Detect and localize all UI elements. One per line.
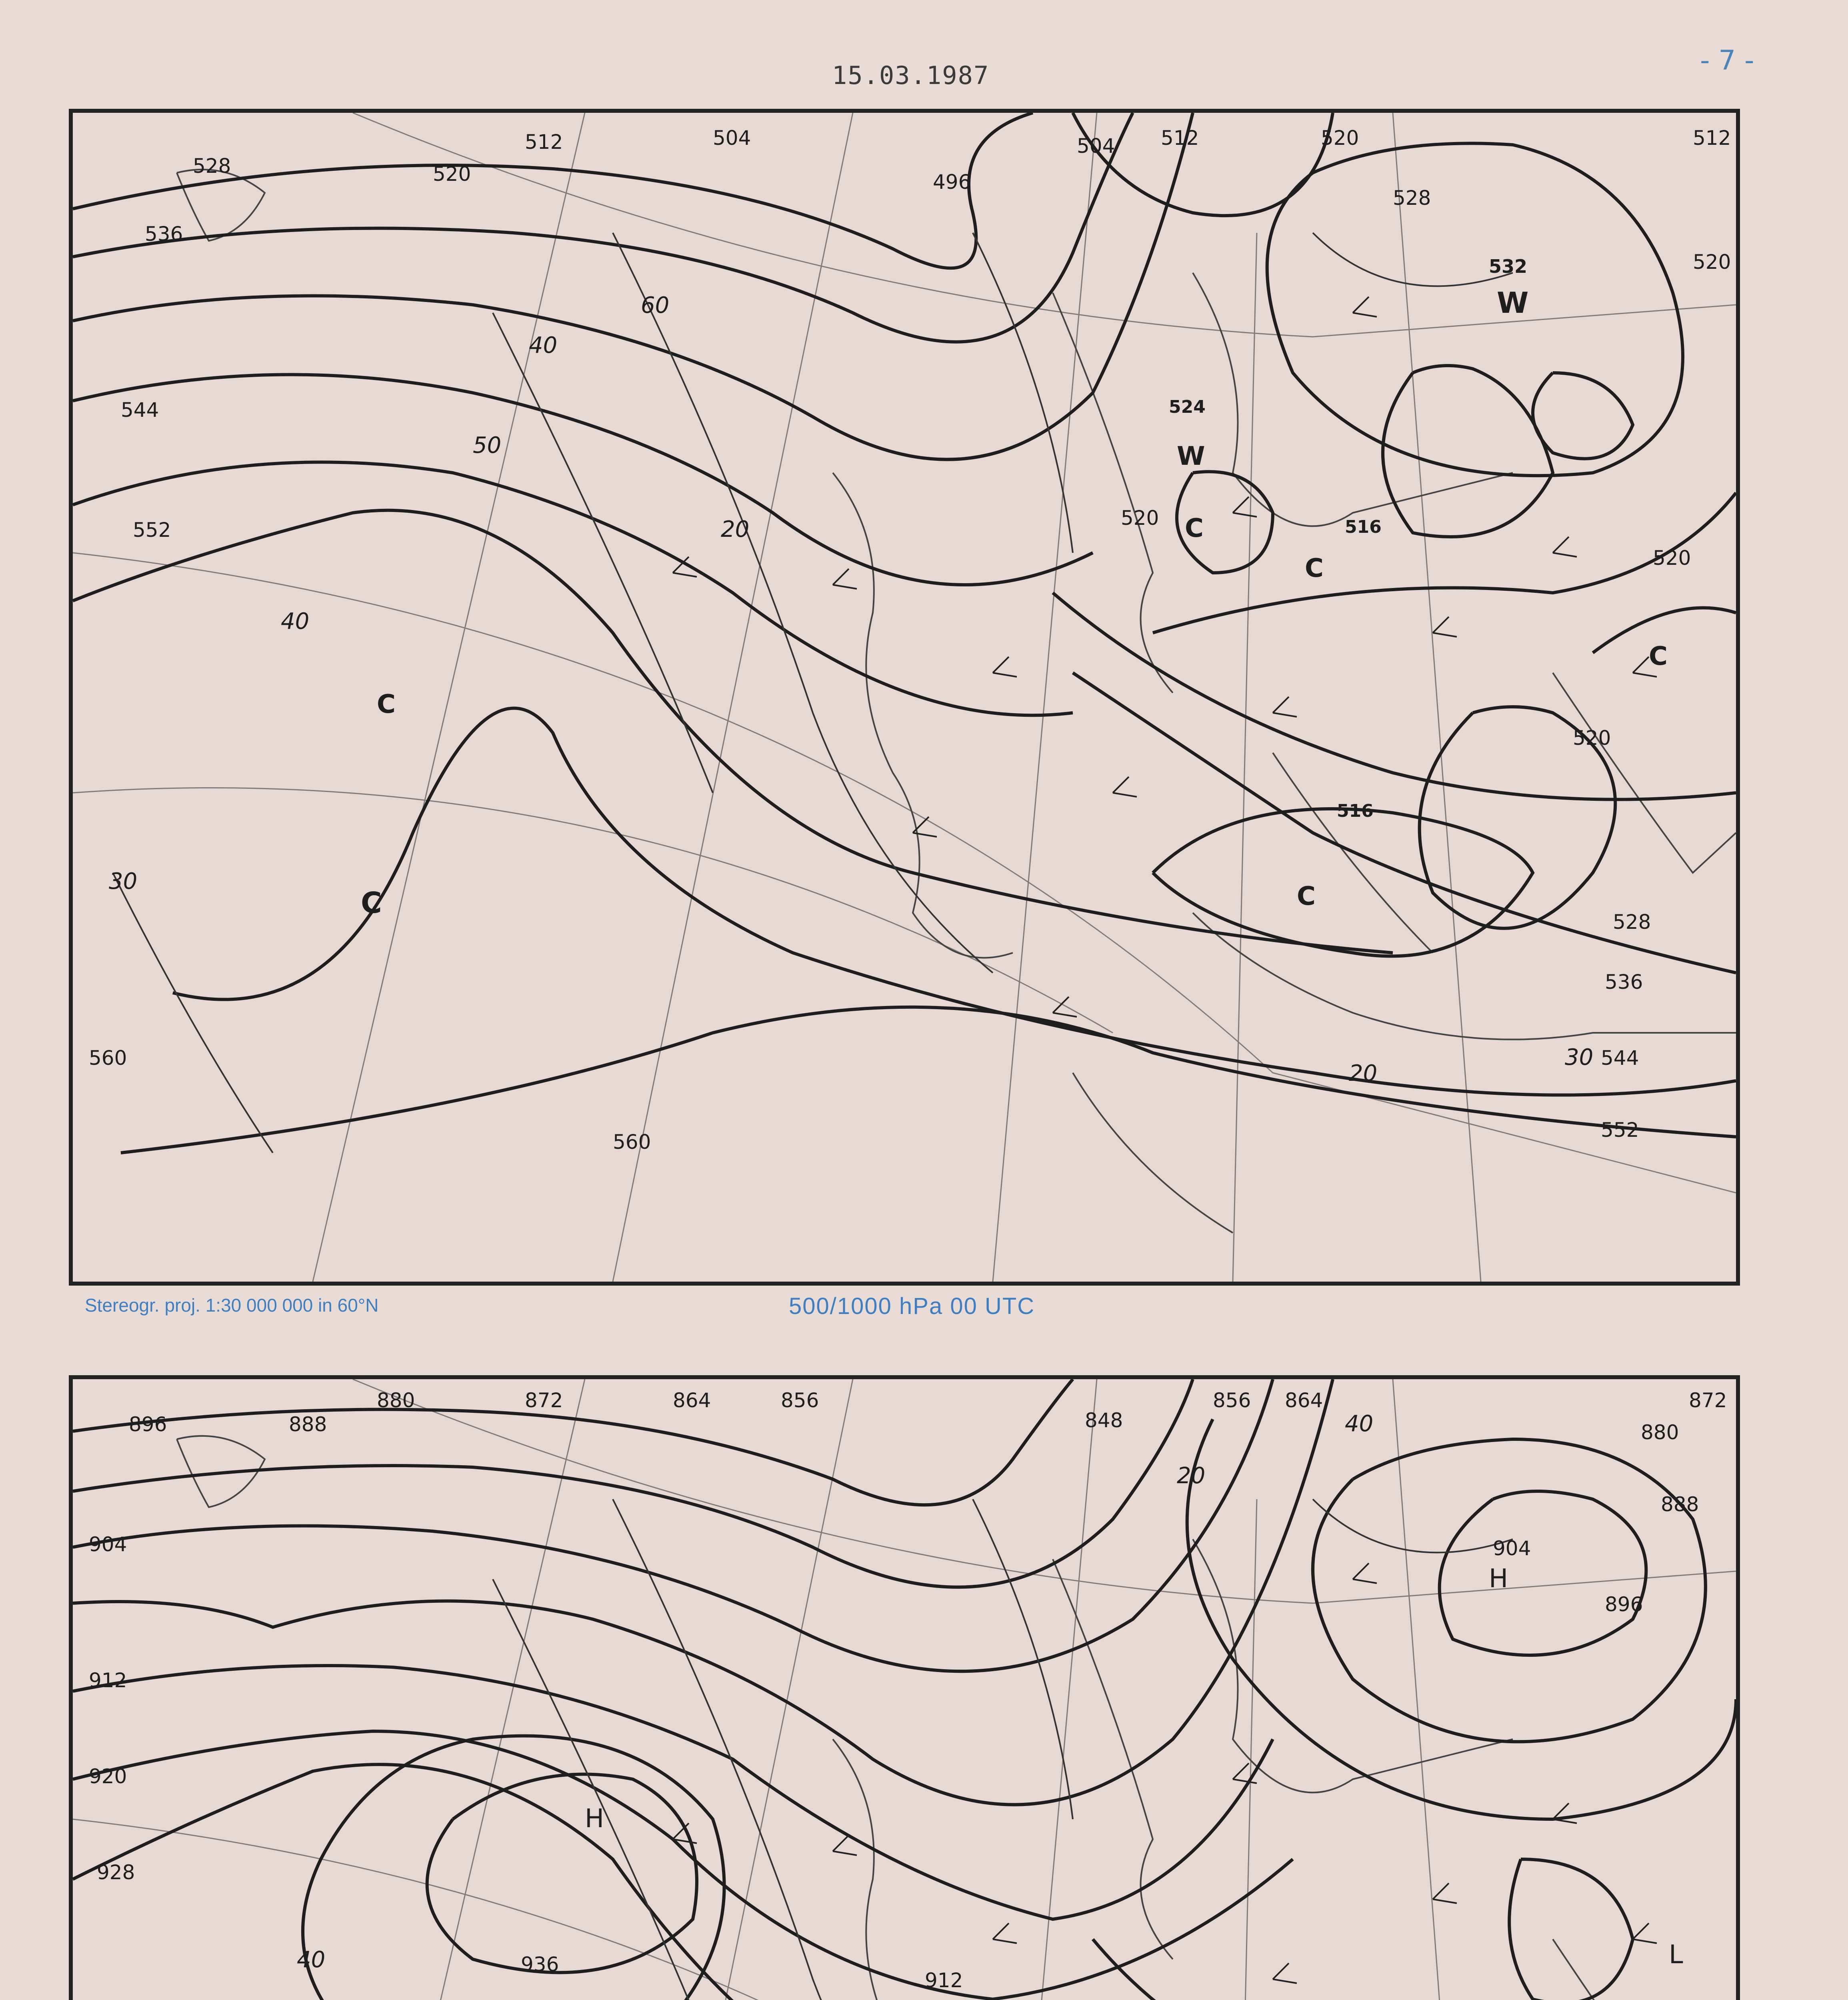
contour-label: 856 xyxy=(1213,1389,1251,1412)
contour-label: 528 xyxy=(1613,910,1651,934)
center-value: 532 xyxy=(1489,256,1528,277)
contour-label: 856 xyxy=(781,1389,819,1412)
coastlines xyxy=(177,1436,1736,2000)
page-date: 15.03.1987 xyxy=(832,61,990,90)
contour-label: 920 xyxy=(89,1765,127,1788)
thickness-label: 40 xyxy=(297,1947,326,1973)
contour-label: 904 xyxy=(89,1533,127,1556)
contour-label: 872 xyxy=(1689,1389,1727,1412)
contour-label: 520 xyxy=(1321,126,1359,150)
map-300-canvas xyxy=(73,1379,1736,2000)
contour-label: 528 xyxy=(193,154,231,178)
height-contours xyxy=(73,113,1736,1153)
high-center-h: H xyxy=(585,1804,604,1834)
height-contours xyxy=(73,1379,1736,2000)
warm-center-w: W xyxy=(1177,442,1205,471)
pressure-centers xyxy=(417,1564,1683,2000)
contour-label: 872 xyxy=(525,1389,563,1412)
thickness-label: 60 xyxy=(641,292,670,318)
thickness-label: 20 xyxy=(1177,1463,1206,1489)
center-value: 516 xyxy=(1345,517,1382,537)
high-center-h: H xyxy=(1489,1564,1508,1594)
contour-label: 880 xyxy=(377,1389,415,1412)
thickness-labels xyxy=(109,1411,1597,2000)
coastlines xyxy=(177,170,1736,1233)
cold-center-c: C xyxy=(1305,554,1324,583)
contour-label: 552 xyxy=(1601,1118,1639,1142)
contour-label: 536 xyxy=(145,222,183,246)
thickness-label: 20 xyxy=(1349,1060,1378,1086)
graticule xyxy=(73,113,1736,1282)
contour-label: 512 xyxy=(525,130,563,154)
contour-label: 528 xyxy=(1393,186,1431,210)
thickness-label: 20 xyxy=(721,516,750,542)
center-value: 524 xyxy=(1169,397,1206,417)
contour-label: 888 xyxy=(289,1413,327,1436)
cold-center-c: C xyxy=(1297,882,1316,911)
contour-label: 896 xyxy=(1605,1593,1643,1616)
contour-label: 848 xyxy=(1085,1409,1123,1432)
map-500-canvas xyxy=(73,113,1736,1282)
contour-label: 536 xyxy=(1605,970,1643,994)
contour-label: 496 xyxy=(933,170,971,194)
contour-label: 504 xyxy=(713,126,751,150)
thickness-label: 30 xyxy=(109,868,138,894)
cold-center-c: C xyxy=(377,690,396,719)
contour-label: 864 xyxy=(673,1389,711,1412)
contour-label: 880 xyxy=(1641,1421,1679,1444)
low-center-l: L xyxy=(1669,1940,1683,1970)
contour-label: 912 xyxy=(925,1969,963,1992)
contour-label: 864 xyxy=(1285,1389,1323,1412)
contour-label: 904 xyxy=(1493,1537,1531,1560)
map-500-1000-hpa xyxy=(69,109,1740,1286)
contour-label: 504 xyxy=(1077,134,1115,158)
thickness-label: 40 xyxy=(1345,1411,1374,1437)
contour-label: 512 xyxy=(1161,126,1199,150)
contour-label: 512 xyxy=(1693,126,1731,150)
map-300-hpa xyxy=(69,1375,1740,2000)
page-number: - 7 - xyxy=(1700,45,1754,76)
contour-label: 896 xyxy=(129,1413,167,1436)
contour-label: 552 xyxy=(133,518,171,542)
caption-500-1000: 500/1000 hPa 00 UTC xyxy=(789,1293,1035,1319)
projection-note: Stereogr. proj. 1:30 000 000 in 60°N xyxy=(85,1295,379,1316)
thickness-labels xyxy=(109,292,1593,1086)
warm-center-w: W xyxy=(1497,286,1529,320)
contour-label: 560 xyxy=(89,1046,127,1070)
contour-label: 928 xyxy=(97,1861,135,1884)
contour-labels xyxy=(89,1389,1727,2000)
cold-center-c: C xyxy=(361,886,382,920)
contour-label: 520 xyxy=(1121,506,1159,530)
contour-label: 936 xyxy=(521,1953,559,1976)
center-value: 516 xyxy=(1337,801,1374,821)
contour-label: 520 xyxy=(1573,726,1611,750)
contour-label: 520 xyxy=(1693,250,1731,274)
station-wind-barbs xyxy=(673,297,1657,1017)
thickness-label: 40 xyxy=(529,332,558,358)
contour-label: 520 xyxy=(1653,546,1691,570)
contour-label: 544 xyxy=(1601,1046,1639,1070)
cold-center-c: C xyxy=(1649,642,1668,671)
contour-label: 560 xyxy=(613,1130,651,1154)
thickness-label: 50 xyxy=(473,432,502,458)
graticule xyxy=(73,1379,1736,2000)
cold-center-c: C xyxy=(1185,514,1204,543)
contour-label: 520 xyxy=(433,162,471,186)
thickness-label: 30 xyxy=(1565,1044,1594,1070)
thickness-label: 40 xyxy=(281,608,310,634)
contour-label: 544 xyxy=(121,398,159,422)
contour-label: 888 xyxy=(1661,1493,1699,1516)
contour-label: 912 xyxy=(89,1669,127,1692)
